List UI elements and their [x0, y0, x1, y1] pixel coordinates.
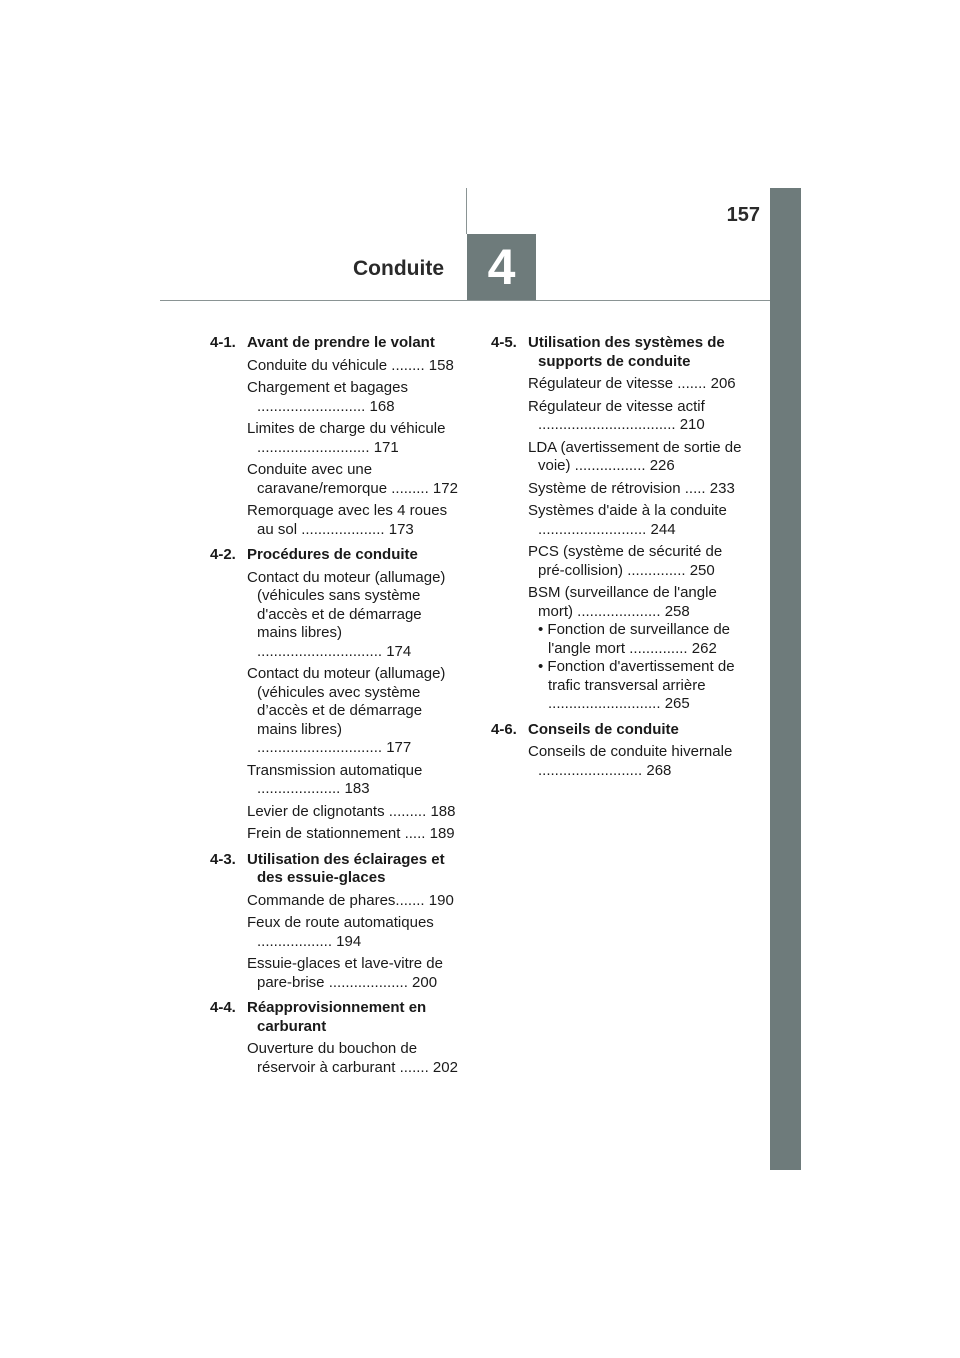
- toc-entry-leader: .....: [400, 825, 426, 842]
- toc-entry-leader: .......: [395, 1058, 429, 1076]
- toc-entry[interactable]: [247, 762, 462, 799]
- toc-entry-title: Chargement et bagages: [247, 379, 408, 396]
- toc-entry-leader: ..............: [623, 561, 686, 579]
- toc-entry-title: Limites de charge du véhicule: [247, 420, 446, 437]
- toc-section-number: 4-4.: [210, 999, 236, 1016]
- toc-column-left: [210, 334, 462, 1084]
- toc-entry-title: Conduite avec une caravane/remorque: [247, 461, 388, 497]
- toc-entry-title: Conseils de conduite hivernale: [528, 743, 733, 760]
- toc-entry-leader: ..................: [257, 932, 333, 950]
- toc-entry-page: 200: [407, 973, 438, 991]
- toc-entry[interactable]: [247, 825, 462, 844]
- toc-entries: [491, 743, 743, 780]
- toc-entry-leader: .................: [570, 457, 646, 474]
- toc-entry-page: 202: [428, 1058, 458, 1076]
- toc-entry-page: 268: [642, 761, 672, 779]
- toc-entry-title: Transmission automatique: [247, 761, 423, 779]
- toc-entry[interactable]: [247, 892, 462, 911]
- toc-entry-title: Systèmes d'aide à la conduite: [528, 502, 727, 519]
- toc-entry-title: LDA (avertissement de sortie de voie): [528, 438, 742, 474]
- toc-entry-title: • Fonction de surveillance de l'angle mort: [538, 621, 731, 657]
- toc-section-title: Utilisation des éclairages et des essuie-glaces: [247, 850, 445, 886]
- toc-section-heading[interactable]: [491, 334, 743, 371]
- toc-entry-leader: ..........................: [538, 520, 647, 538]
- toc-entry-leader: ..............................: [257, 642, 383, 660]
- toc-entry-leader: .......: [673, 375, 707, 392]
- toc-entry-page: 262: [687, 639, 717, 657]
- toc-section-heading[interactable]: [210, 851, 462, 888]
- toc-entry-title: Régulateur de vitesse: [528, 375, 674, 392]
- toc-entry-leader: .........................: [538, 761, 643, 779]
- toc-entry-title: Essuie-glaces et lave-vitre de pare-brise: [247, 955, 443, 991]
- toc-entry-leader: ..............................: [257, 739, 383, 756]
- toc-section-number: 4-1.: [210, 334, 236, 351]
- toc-entry[interactable]: [247, 665, 462, 758]
- toc-entry-page: 189: [425, 825, 455, 842]
- toc-entry-title: Régulateur de vitesse actif: [528, 397, 705, 415]
- chapter-title: Conduite: [353, 257, 444, 280]
- toc-section: [491, 721, 743, 781]
- toc-entry[interactable]: [247, 1040, 462, 1077]
- toc-entry-title: Remorquage avec les 4 roues au sol: [247, 502, 448, 538]
- toc-entry-page: 172: [428, 479, 458, 497]
- toc-entry[interactable]: [247, 914, 462, 951]
- toc-entry-title: Ouverture du bouchon de réservoir à carburant: [247, 1040, 418, 1076]
- toc-entry-title: Feux de route automatiques: [247, 914, 434, 931]
- toc-entry-leader: ........: [387, 356, 425, 374]
- toc-section-title: Utilisation des systèmes de supports de conduite: [528, 334, 725, 370]
- toc-entry-page: 250: [685, 561, 715, 579]
- toc-entry-leader: ...........................: [257, 438, 370, 456]
- toc-entry-leader: ...........................: [548, 695, 661, 712]
- toc-entry[interactable]: [247, 955, 462, 992]
- toc-entry[interactable]: [528, 398, 743, 435]
- toc-section: [210, 999, 462, 1077]
- toc-entry-title: Système de rétrovision: [528, 479, 681, 497]
- toc-entry-page: 244: [646, 520, 676, 538]
- toc-entry[interactable]: [528, 584, 743, 621]
- toc-entry-page: 168: [365, 397, 395, 415]
- toc-entry[interactable]: [528, 543, 743, 580]
- toc-entry-title: Contact du moteur (allumage) (véhicules avec système d’accès et de démarrage mains libres): [247, 665, 446, 738]
- toc-section-heading[interactable]: [210, 999, 462, 1036]
- toc-entry-page: 188: [426, 802, 456, 820]
- toc-entry-page: 158: [424, 356, 454, 374]
- toc-section-heading[interactable]: [210, 334, 462, 353]
- toc-entry-leader: ..............: [625, 639, 688, 657]
- toc-entry[interactable]: [247, 461, 462, 498]
- toc-section-number: 4-6.: [491, 720, 517, 738]
- toc-entry-leader: ...................: [324, 973, 408, 991]
- toc-entry[interactable]: [247, 569, 462, 662]
- toc-entry-leader: .........: [384, 802, 427, 820]
- toc-entry-title: Commande de phares: [247, 891, 396, 909]
- toc-entry-leader: ..........................: [257, 397, 366, 415]
- toc-entry-page: 171: [369, 438, 399, 456]
- toc-entry-leader: ....................: [257, 780, 341, 797]
- chapter-side-tab: [770, 188, 801, 1170]
- toc-section-title: Conseils de conduite: [528, 720, 679, 738]
- toc-entries: [210, 892, 462, 993]
- toc-entry[interactable]: [247, 502, 462, 539]
- toc-entry-page: 174: [382, 642, 412, 660]
- toc-entry-leader: .........: [387, 479, 429, 497]
- header-rule: [160, 300, 770, 301]
- toc-entry-title: • Fonction d'avertissement de trafic transversal arrière: [538, 658, 735, 694]
- toc-entry-title: PCS (système de sécurité de pré-collision): [528, 543, 723, 579]
- toc-entry[interactable]: [528, 480, 743, 499]
- toc-entry[interactable]: [528, 502, 743, 539]
- toc-entry-page: 194: [332, 932, 362, 950]
- toc-entry-page: 173: [384, 520, 414, 538]
- toc-entries: [491, 375, 743, 714]
- toc-entry[interactable]: [247, 379, 462, 416]
- toc-section-number: 4-3.: [210, 850, 236, 868]
- toc-entry-page: 258: [660, 602, 690, 620]
- toc-entry-page: 183: [340, 780, 370, 797]
- page-number: 157: [726, 204, 760, 226]
- toc-entry-page: 177: [382, 739, 412, 756]
- toc-entry-title: BSM (surveillance de l'angle mort): [528, 584, 717, 620]
- toc-entry[interactable]: [247, 357, 462, 376]
- toc-entries: [210, 1040, 462, 1077]
- toc-entry-title: Frein de stationnement: [247, 825, 401, 842]
- toc-entry-page: 190: [424, 891, 454, 909]
- toc-section-title: Réapprovisionnement en carburant: [247, 999, 427, 1035]
- toc-entry-page: 210: [675, 416, 705, 433]
- toc-entry-page: 206: [706, 375, 736, 392]
- toc-entry[interactable]: [247, 803, 462, 822]
- toc-section: [210, 851, 462, 993]
- toc-section-heading[interactable]: [491, 721, 743, 740]
- toc-entry-page: 265: [660, 695, 690, 712]
- toc-entry-leader: .......: [395, 891, 425, 909]
- toc-section: [210, 334, 462, 539]
- toc-section-heading[interactable]: [210, 546, 462, 565]
- toc-entry[interactable]: [528, 375, 743, 394]
- toc-section-number: 4-2.: [210, 546, 236, 563]
- header-vertical-divider: [466, 188, 467, 234]
- toc-entry-leader: ....................: [297, 520, 385, 538]
- toc-column-right: [491, 334, 743, 787]
- toc-entry-leader: .................................: [538, 416, 676, 433]
- toc-entry-title: Levier de clignotants: [247, 802, 385, 820]
- toc-entries: [210, 357, 462, 540]
- toc-entry[interactable]: [528, 743, 743, 780]
- toc-entry-page: 226: [645, 457, 675, 474]
- toc-entry-title: Conduite du véhicule: [247, 356, 388, 374]
- toc-section: [210, 546, 462, 844]
- toc-section-number: 4-5.: [491, 334, 517, 351]
- toc-entry-leader: ....................: [573, 602, 661, 620]
- toc-entry-title: Contact du moteur (allumage) (véhicules sans système d'accès et de démarrage mains libres): [247, 568, 446, 641]
- toc-entries: [210, 569, 462, 844]
- toc-entry[interactable]: [528, 658, 743, 714]
- toc-entry-leader: .....: [680, 479, 706, 497]
- toc-entry-page: 233: [705, 479, 735, 497]
- toc-section: [491, 334, 743, 714]
- chapter-number-box: 4: [467, 234, 536, 301]
- toc-section-title: Procédures de conduite: [247, 546, 418, 563]
- toc-entry[interactable]: [528, 439, 743, 476]
- toc-entry[interactable]: [247, 420, 462, 457]
- toc-entry[interactable]: [528, 621, 743, 658]
- toc-section-title: Avant de prendre le volant: [247, 334, 435, 351]
